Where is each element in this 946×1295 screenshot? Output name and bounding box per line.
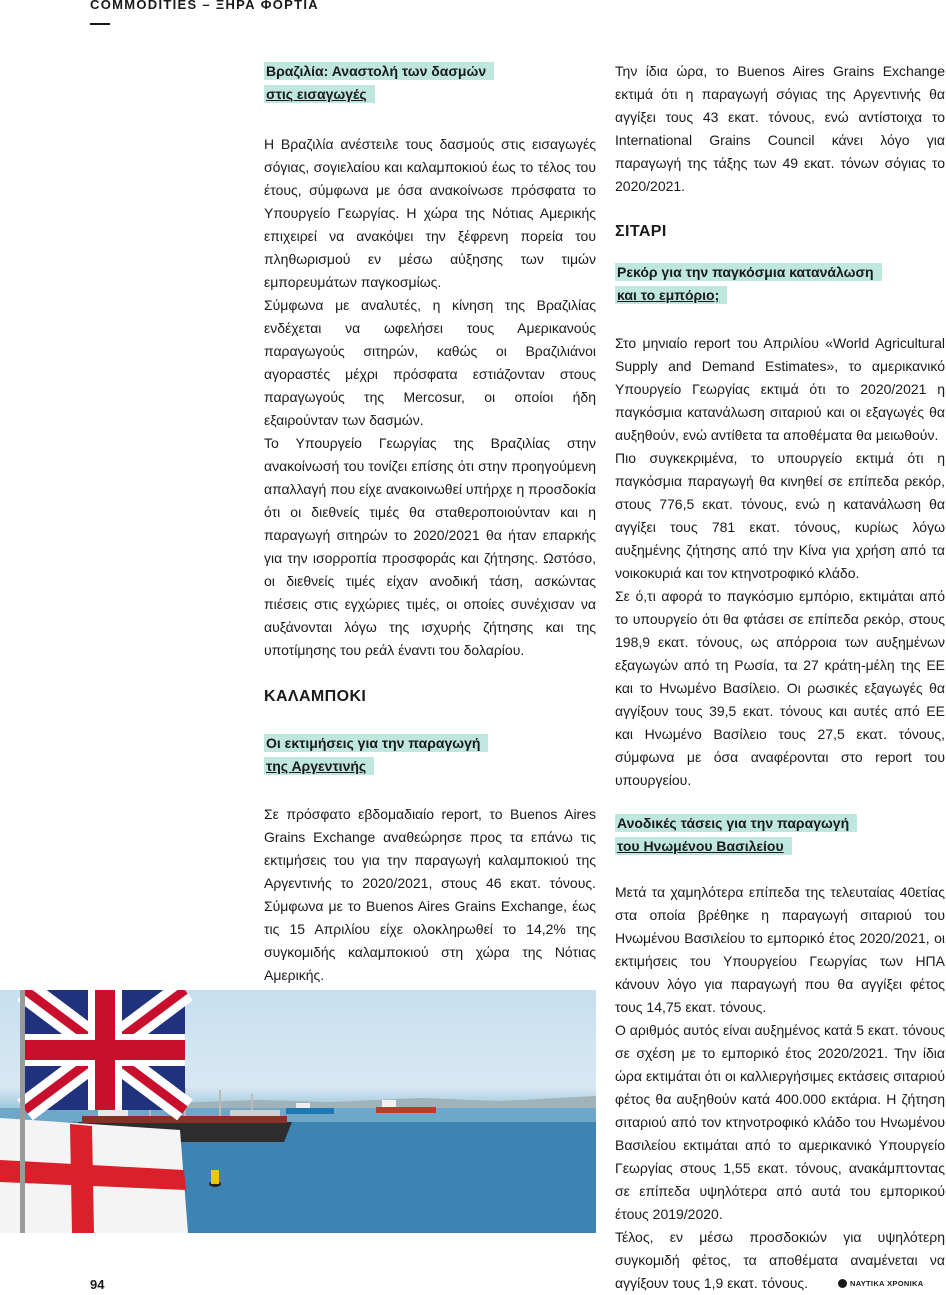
paragraph: Το Υπουργείο Γεωργίας της Βραζιλίας στην ανακοίνωσή του τονίζει επίσης ότι στην προηγούμενη απαλλαγή που είχε ανακοινωθεί υπήρχε η προσδοκία ότι οι διεθνείς τιμές θα σταθεροποιούνταν και η παραγωγή σιτηρών το 2020/2021 θα ήταν επαρκής για την ισορροπία προσφοράς και ζήτησης. Ωστόσο, οι διεθνείς τιμές είχαν ανοδική τάση, ασκώντας πιέσεις στις εγχώριες τιμές, οι οποίες συνέχισαν να αυξάνονται λόγω της ισχυρής ζήτησης και της υποτίμησης του ρεάλ έναντι του δολαρίου. — [264, 435, 596, 658]
paragraph: Ο αριθμός αυτός είναι αυξημένος κατά 5 εκατ. τόνους σε σχέση με το εμπορικό έτος 2020/2021. Την ίδια ώρα εκτιμάται ότι οι καλλιεργήσιμες εκτάσεις σιταριού φέτος θα αυξηθούν κατά 400.000 εκτάρια. Η ζήτηση σιταριού από τον κτηνοτροφικό κλάδο του Ηνωμένου Βασιλείου εκτιμάται από το αμερικανικό Υπουργείο Γεωργίας στους 1,55 εκατ. τόνους, ανακάμπτοντας σε επίπεδα υψηλότερα από αυτά του εμπορικού έτους 2019/2020. — [615, 1022, 945, 1222]
left-column — [264, 60, 596, 1033]
paragraph: Η Βραζιλία ανέστειλε τους δασμούς στις εισαγωγές σόγιας, σογιελαίου και καλαμποκιού έως το τέλος του έτους, σύμφωνα με όσα ανακοίνωσε πρόσφατα το Υπουργείο Γεωργίας. Η χώρα της Νότιας Αμερικής επιχειρεί να ανακόψει την ξέφρενη πορεία του πληθωρισμού εν μέσω αύξησης των τιμών εμπορευμάτων παγκοσμίως. — [264, 136, 596, 290]
paragraph: Σε πρόσφατο εβδομαδιαίο report, το Buenos Aires Grains Exchange αναθεώρησε προς τα επάνω τις εκτιμήσεις του για την παραγωγή καλαμποκιού της Αργεντινής το 2020/2021, στους 46 εκατ. τόνους. Σύμφωνα με το Buenos Aires Grains Exchange, έως τις 15 Απριλίου είχε ολοκληρωθεί το 14,2% της συγκομιδής καλαμποκιού στη χώρα της Νότιας Αμερικής. — [264, 806, 596, 983]
subheading-argentina — [264, 732, 596, 778]
paragraph: Τέλος, εν μέσω προσδοκιών για υψηλότερη συγκομιδή φέτος, τα αποθέματα αναμένεται να αγγίξουν τους 1,9 εκατ. τόνους. — [615, 1229, 945, 1291]
subheading-uk-line1: Ανοδικές τάσεις για την παραγωγή — [615, 814, 857, 832]
page-number: 94 — [90, 1277, 105, 1292]
union-jack-flag — [25, 990, 185, 1110]
subheading-brazil — [264, 60, 596, 106]
paragraph: Την ίδια ώρα, το Buenos Aires Grains Exchange εκτιμά ότι η παραγωγή σόγιας της Αργεντινής θα αγγίξει τους 43 εκατ. τόνους, ενώ αντίστοιχα το International Grains Council κάνει λόγο για παραγωγή της τάξης των 49 εκατ. τόνων σόγιας το 2020/2021. — [615, 63, 945, 194]
subheading-argentina-line1: Οι εκτιμήσεις για την παραγωγή — [264, 734, 488, 752]
right-column — [615, 60, 945, 1295]
paragraph: Πιο συγκεκριμένα, το υπουργείο εκτιμά ότι η παγκόσμια παραγωγή θα κινηθεί σε επίπεδα ρεκόρ, στους 776,5 εκατ. τόνους, ενώ η κατανάλωση θα αγγίξει τους 781 εκατ. τόνους, κυρίως λόγω αυξημένης ζήτησης από την Κίνα για χρήση από τα νοικοκυριά και τον κτηνοτροφικό κλάδο. — [615, 450, 945, 581]
england-flag — [0, 1118, 188, 1233]
paragraph: Μετά τα χαμηλότερα επίπεδα της τελευταίας 40ετίας στα οποία βρέθηκε η παραγωγή σιταριού του Ηνωμένου Βασιλείου το εμπορικό έτος 2020/2021, οι εκτιμήσεις του Υπουργείου Γεωργίας των ΗΠΑ κάνουν λόγο για παραγωγή που θα αγγίξει φέτος τους 14,75 εκατ. τόνους. — [615, 884, 945, 1015]
paragraph: Σε ό,τι αφορά το παγκόσμιο εμπόριο, εκτιμάται από το υπουργείο ότι θα φτάσει σε επίπεδα ρεκόρ, στους 198,9 εκατ. τόνους, ως απόρροια των αυξημένων εξαγωγών από τη Ρωσία, τα 27 κράτη-μέλη της ΕΕ και το Ηνωμένο Βασίλειο. Οι ρωσικές εξαγωγές θα αγγίξουν τους 39,5 εκατ. τόνους και αυτές από ΕΕ και Ηνωμένο Βασίλειο τους 27,5 εκατ. τόνους, σύμφωνα με όσα αναφέρονται στο report του υπουργείου. — [615, 588, 945, 788]
section-divider — [90, 23, 110, 25]
subheading-wheat — [615, 261, 945, 307]
subheading-wheat-line1: Ρεκόρ για την παγκόσμια κατανάλωση — [615, 263, 882, 281]
subheading-brazil-line1: Βραζιλία: Αναστολή των δασμών — [264, 62, 494, 80]
subheading-brazil-line2: στις εισαγωγές — [264, 85, 375, 103]
flag-pole — [20, 990, 25, 1233]
photo-illustration — [0, 990, 596, 1233]
section-heading-wheat: ΣΙΤΑΡΙ — [615, 223, 667, 240]
subheading-wheat-line2: και το εμπόριο; — [615, 286, 727, 304]
section-label: COMMODITIES – ΞΗΡΑ ΦΟΡΤΙΑ — [90, 0, 319, 12]
publication-name: ΝΑΥΤΙΚΑ ΧΡΟΝΙΚΑ — [850, 1279, 924, 1288]
section-heading-corn: ΚΑΛΑΜΠΟΚΙ — [264, 688, 367, 705]
subheading-uk — [615, 812, 945, 858]
publication-logo — [838, 1279, 923, 1288]
subheading-uk-line2: του Ηνωμένου Βασιλείου — [615, 837, 792, 855]
paragraph: Στο μηνιαίο report του Απριλίου «World Agricultural Supply and Demand Estimates», το αμερικανικό Υπουργείο Γεωργίας εκτιμά ότι το 2020/2021 η παγκόσμια κατανάλωση σιταριού και οι εξαγωγές θα αυξηθούν, ενώ αντίθετα τα αποθέματα θα μειωθούν. — [615, 335, 945, 443]
harbour-flags-photo — [0, 990, 596, 1233]
subheading-argentina-line2: της Αργεντινής — [264, 757, 374, 775]
paragraph: Σύμφωνα με αναλυτές, η κίνηση της Βραζιλίας ενδέχεται να ωφελήσει τους Αμερικανούς παραγωγούς σιτηρών, καθώς οι Βραζιλιάνοι αγοραστές μέχρι πρόσφατα εστιάζονταν στους παραγωγούς της Mercosur, οι οποίοι ήδη εξαιρούνταν των δασμών. — [264, 297, 596, 428]
logo-icon — [838, 1279, 847, 1288]
